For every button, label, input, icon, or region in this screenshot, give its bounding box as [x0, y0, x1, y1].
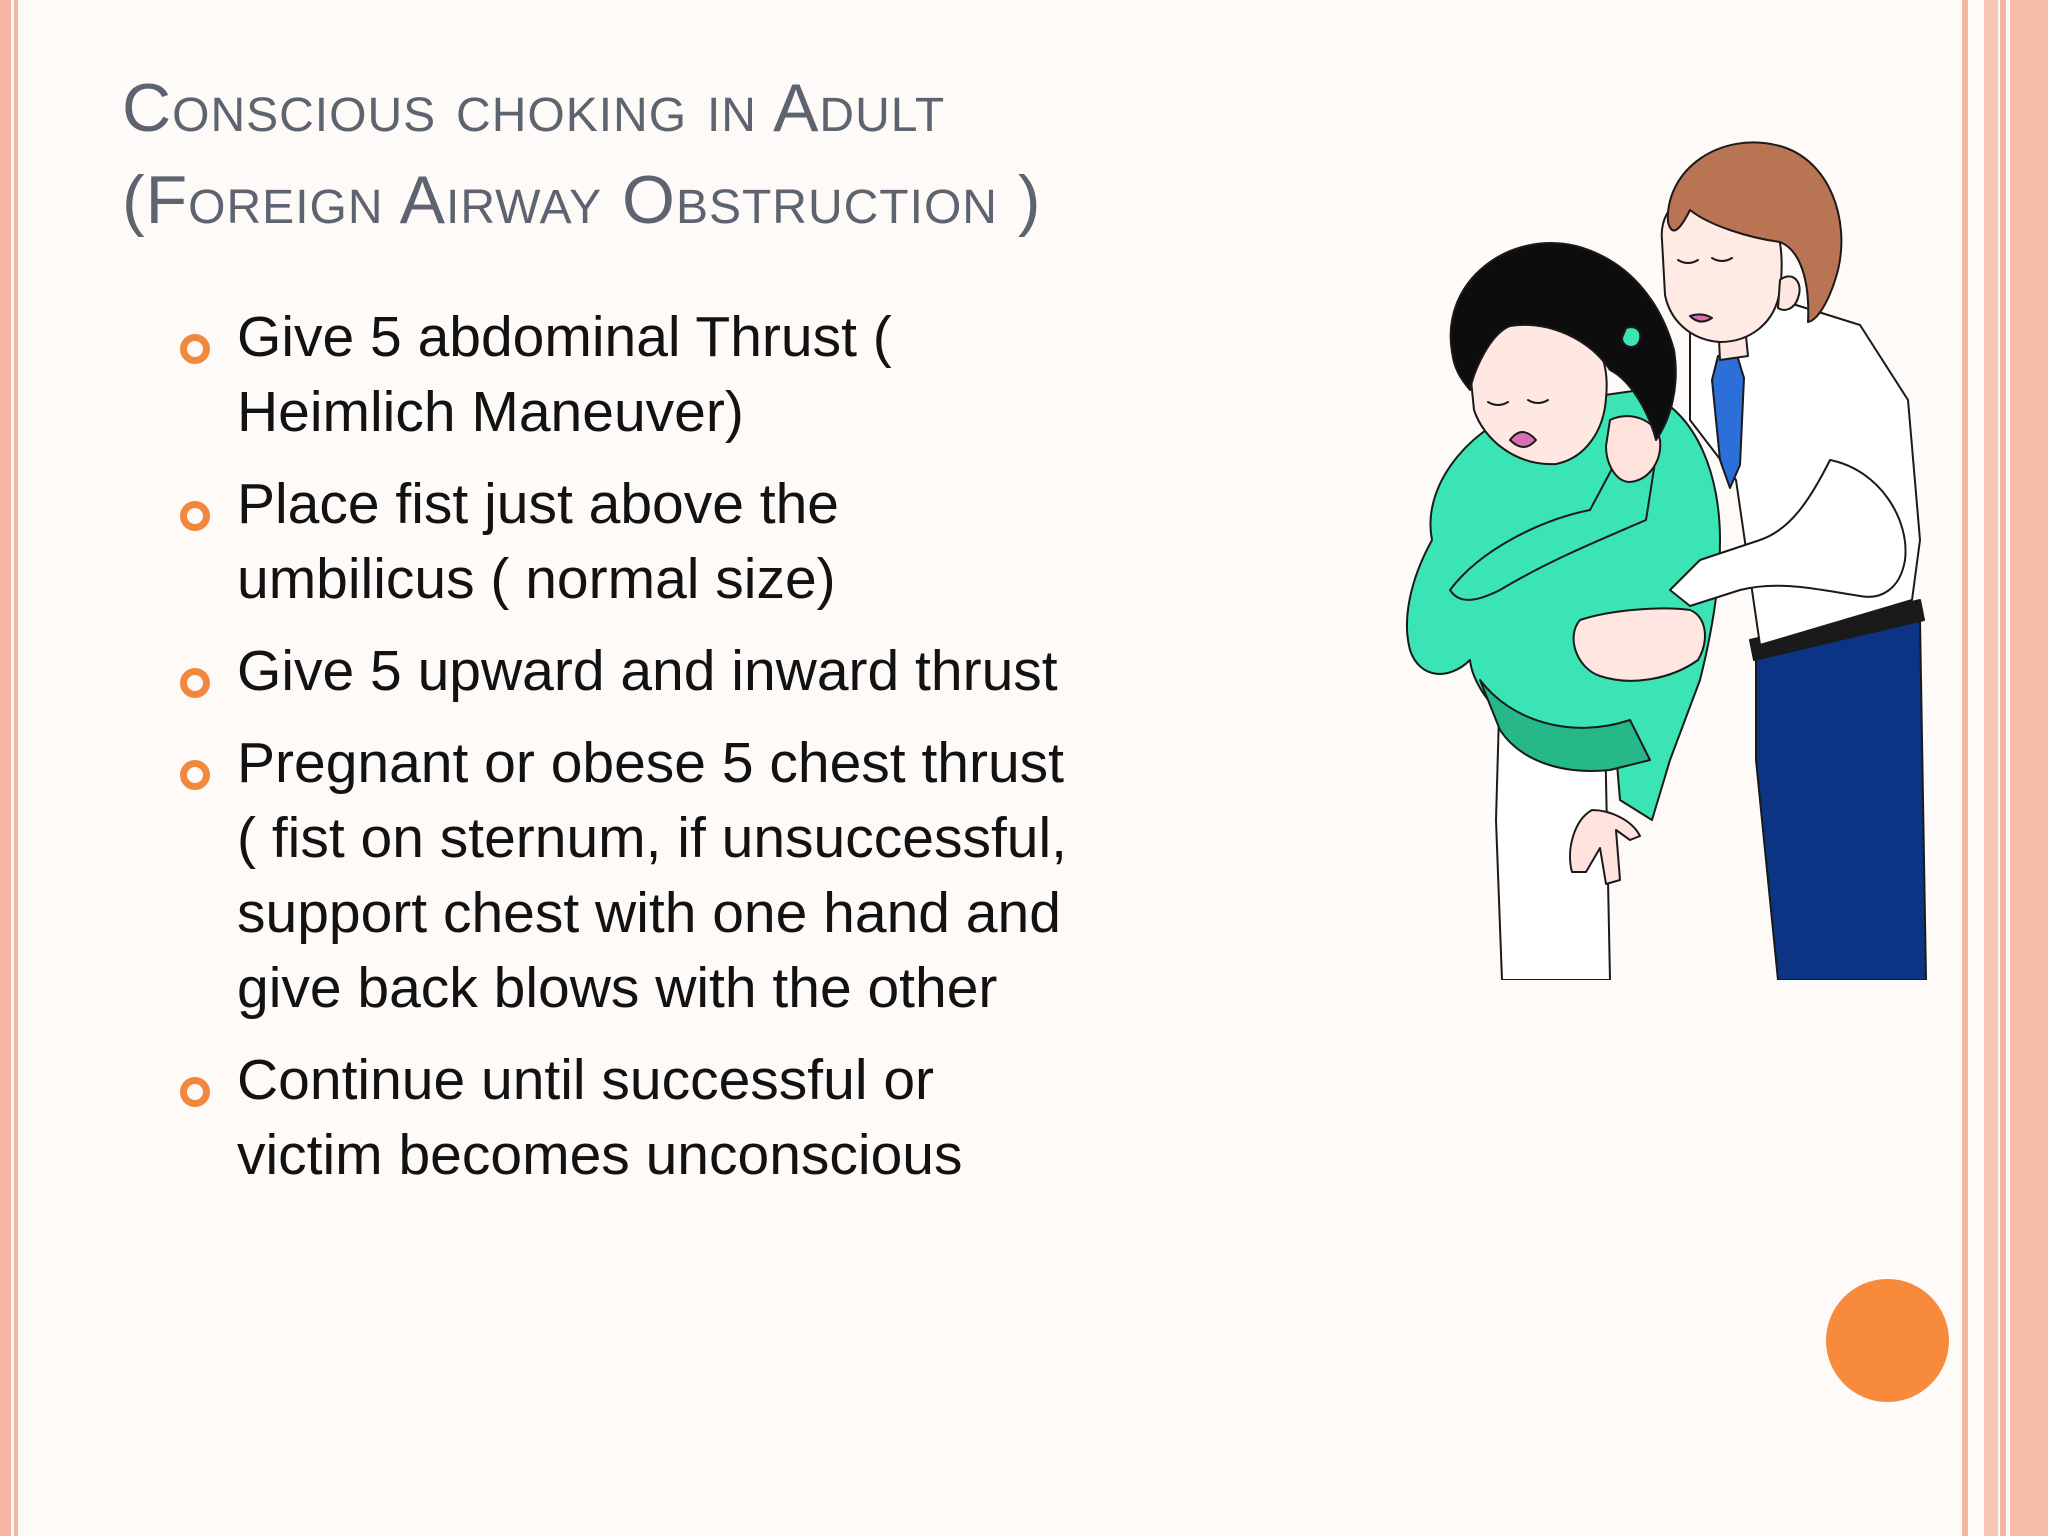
bullet-text: Place fist just above the umbilicus ( normal size) — [237, 472, 840, 611]
left-stripe — [0, 0, 11, 1536]
list-item — [172, 300, 1072, 450]
victim-hanging-hand — [1570, 810, 1640, 884]
hollow-circle-bullet-icon — [180, 668, 210, 698]
bullet-list — [172, 300, 1072, 1210]
title-line-2: (Foreign Airway Obstruction ) — [122, 162, 1042, 238]
title-line-1: Conscious choking in Adult — [122, 70, 946, 146]
hollow-circle-bullet-icon — [180, 501, 210, 531]
rescuer-pants — [1756, 620, 1926, 980]
rescuer-tie — [1712, 352, 1744, 488]
decorative-orange-dot — [1826, 1279, 1949, 1402]
list-item — [172, 726, 1072, 1026]
list-item — [172, 634, 1072, 709]
right-stripe-thin — [1962, 0, 1968, 1536]
right-stripe — [1984, 0, 1998, 1536]
list-item — [172, 1043, 1072, 1193]
right-stripe-wide — [2010, 0, 2048, 1536]
hollow-circle-bullet-icon — [180, 334, 210, 364]
bullet-text: Pregnant or obese 5 chest thrust ( fist on sternum, if unsuccessful, support chest with one hand and give back blows with the other — [237, 731, 1067, 1020]
right-stripe-thin-2 — [2000, 0, 2006, 1536]
slide-title — [122, 62, 1322, 246]
hollow-circle-bullet-icon — [180, 760, 210, 790]
bullet-text: Give 5 abdominal Thrust ( Heimlich Maneuver) — [237, 305, 892, 444]
left-stripe-thin — [14, 0, 18, 1536]
hollow-circle-bullet-icon — [180, 1077, 210, 1107]
heimlich-maneuver-illustration — [1360, 120, 1940, 980]
bullet-text: Give 5 upward and inward thrust — [237, 639, 1058, 703]
bullet-text: Continue until successful or victim becomes unconscious — [237, 1048, 963, 1187]
list-item — [172, 467, 1072, 617]
